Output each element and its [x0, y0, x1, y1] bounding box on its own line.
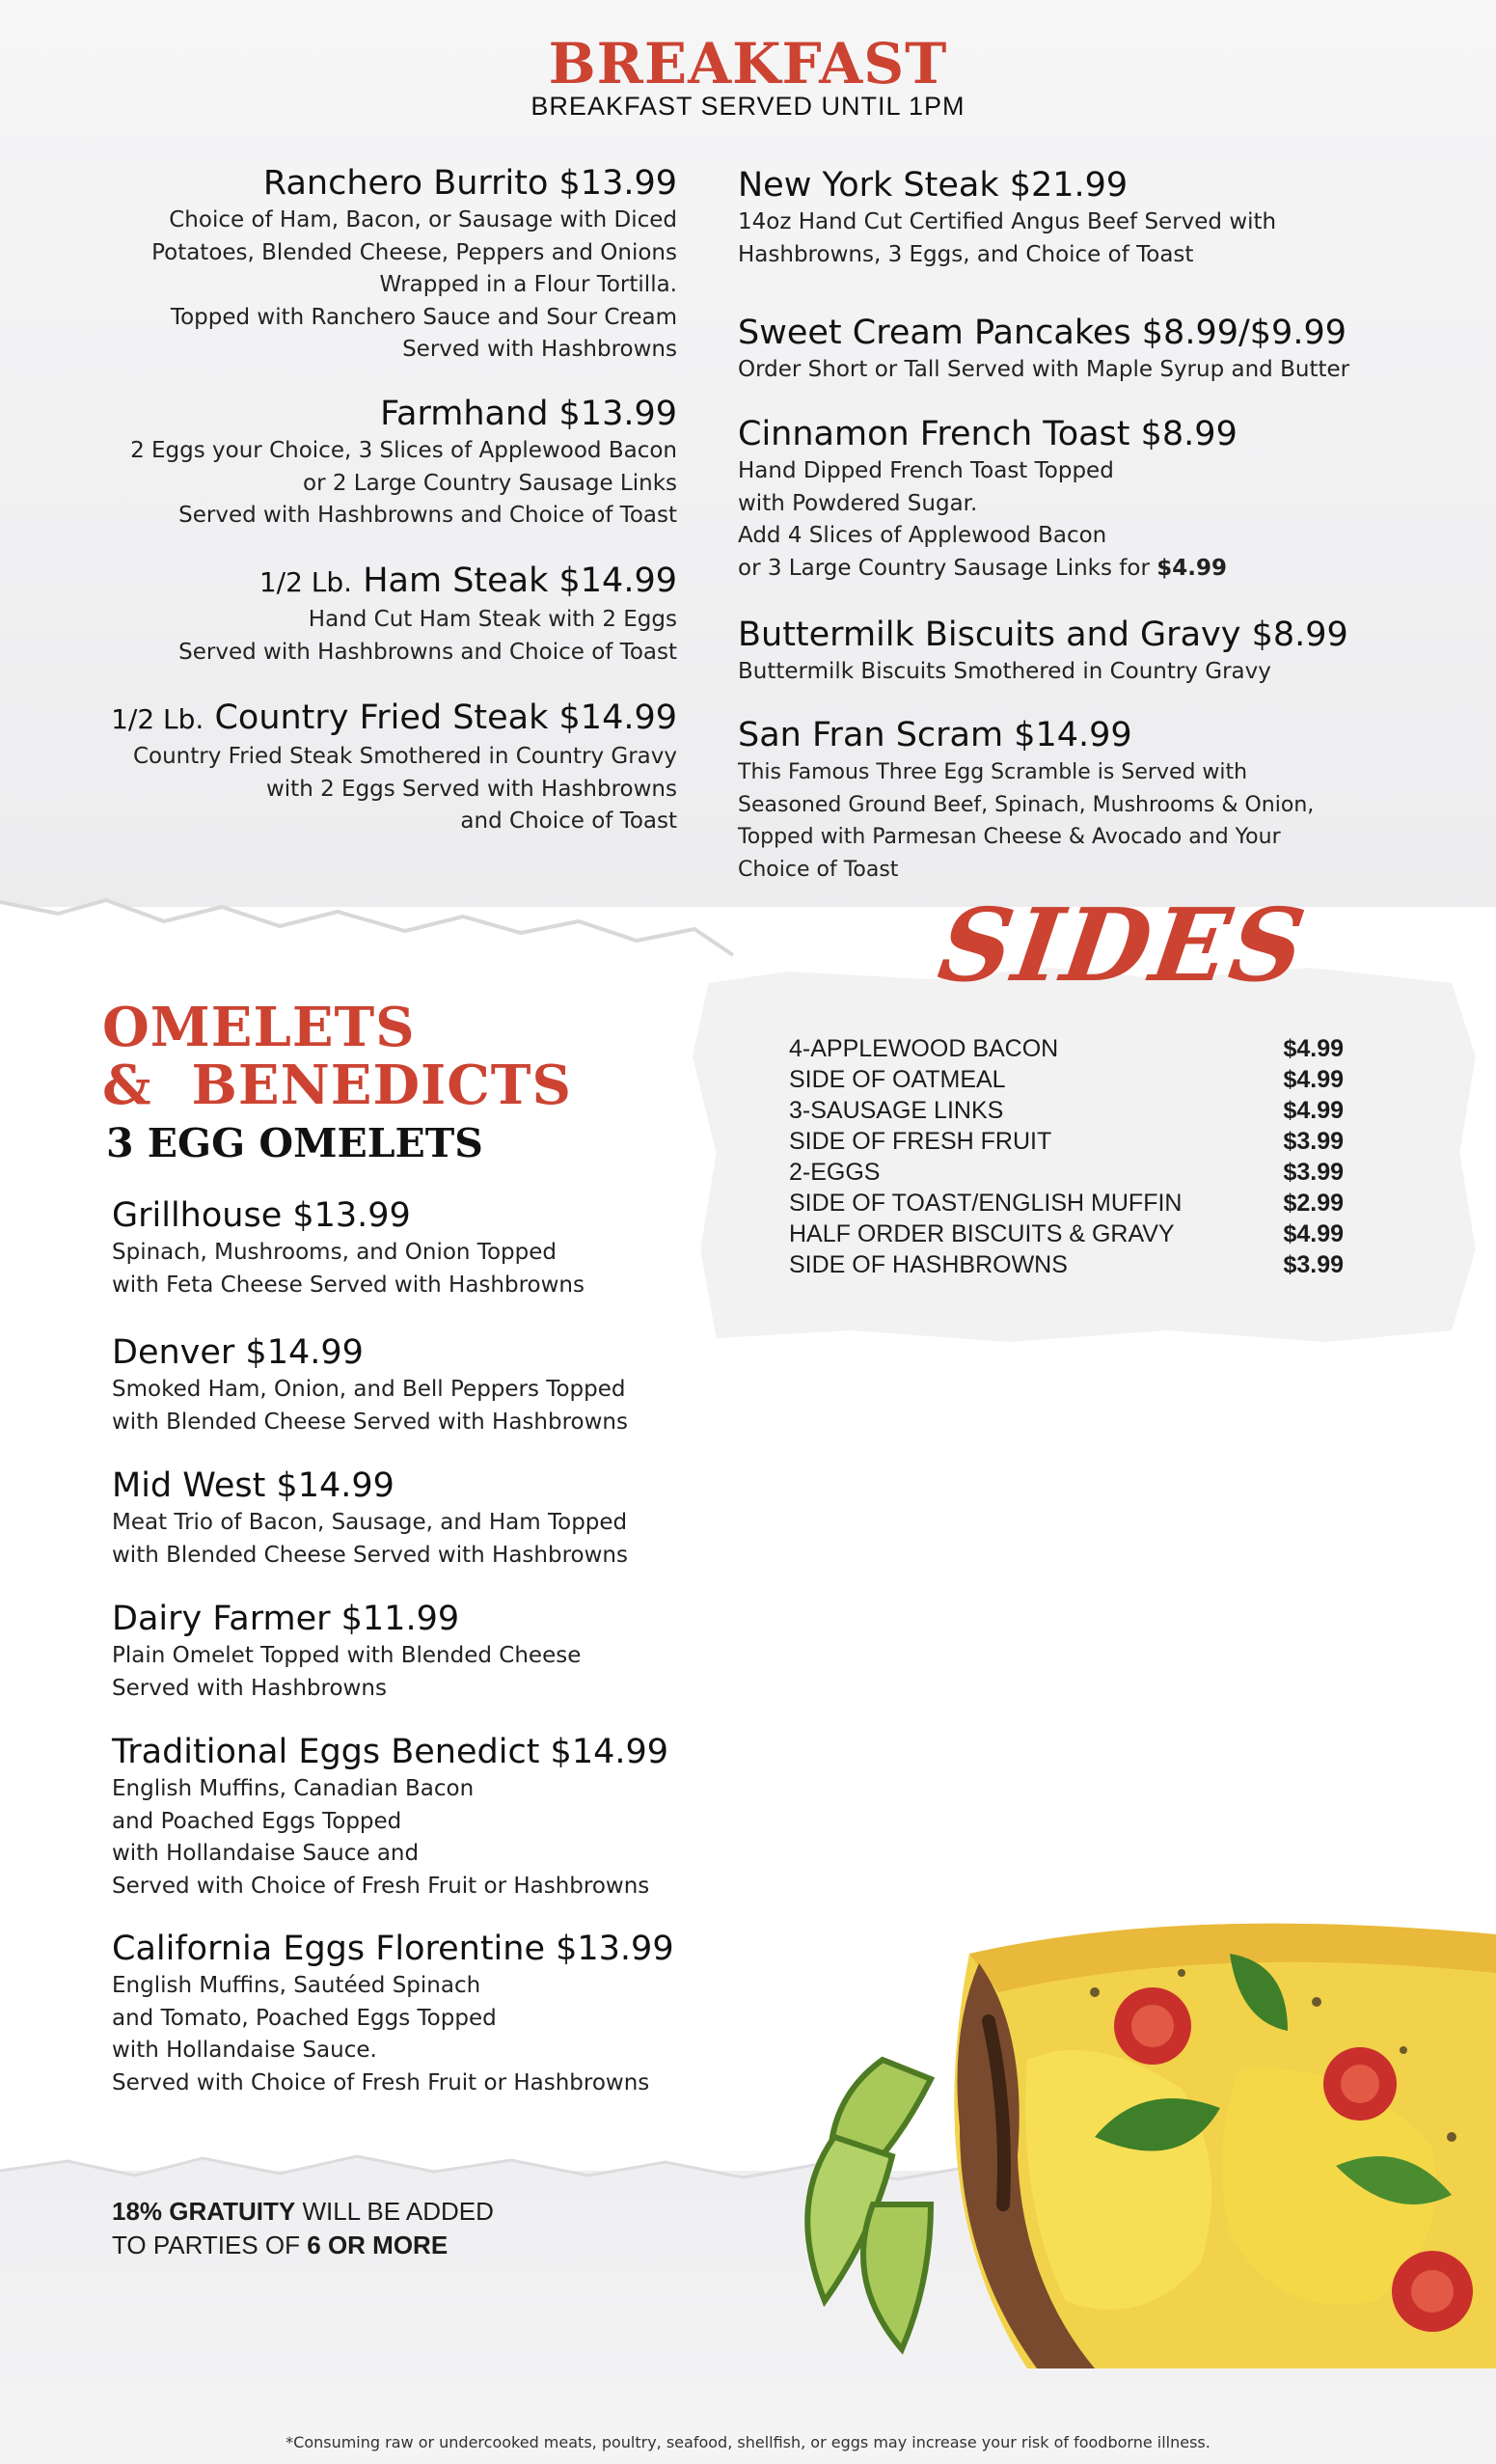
- item-desc-line: Topped with Ranchero Sauce and Sour Cream: [170, 304, 677, 330]
- item-title: Mid West $14.99: [112, 1466, 394, 1505]
- menu-item-grillhouse: [112, 1194, 585, 1301]
- side-name: HALF ORDER BISCUITS & GRAVY: [789, 1220, 1175, 1247]
- omelets-title-line2: & BENEDICTS: [102, 1054, 572, 1117]
- item-desc-line: Choice of Ham, Bacon, or Sausage with Diced: [169, 207, 677, 233]
- item-title: New York Steak $21.99: [738, 166, 1129, 205]
- menu-item-california-eggs-florentine: [112, 1928, 674, 2099]
- omelets-title-line1: OMELETS: [102, 996, 416, 1059]
- item-desc-line: Served with Choice of Fresh Fruit or Hashbrowns: [112, 1873, 650, 1899]
- side-name: 3-SAUSAGE LINKS: [789, 1097, 1004, 1124]
- gratuity-bold: 18% GRATUITY: [112, 2197, 296, 2226]
- item-size-prefix: 1/2 Lb.: [111, 703, 204, 735]
- item-desc-line: with Hollandaise Sauce and: [112, 1841, 420, 1866]
- item-desc-line: with Feta Cheese Served with Hashbrowns: [112, 1272, 585, 1298]
- breakfast-subtitle: BREAKFAST SERVED UNTIL 1PM: [530, 92, 966, 121]
- sides-list: [789, 1035, 1344, 1282]
- item-title: Traditional Eggs Benedict $14.99: [112, 1733, 669, 1771]
- item-title: Grillhouse $13.99: [112, 1196, 411, 1235]
- side-name: SIDE OF TOAST/ENGLISH MUFFIN: [789, 1190, 1183, 1217]
- sides-row: [789, 1128, 1344, 1159]
- item-desc-line: with Hollandaise Sauce.: [112, 2038, 377, 2063]
- item-desc-line: Topped with Parmesan Cheese & Avocado and Your: [738, 825, 1281, 849]
- item-desc-line: English Muffins, Sautéed Spinach: [112, 1973, 481, 1998]
- omelet-food-photo: [776, 1915, 1496, 2368]
- gratuity-text: TO PARTIES OF: [112, 2231, 308, 2259]
- item-desc-line: Seasoned Ground Beef, Spinach, Mushrooms & Onion,: [738, 792, 1315, 817]
- item-desc-line: and Tomato, Poached Eggs Topped: [112, 2005, 497, 2031]
- addon-text: or 3 Large Country Sausage Links for: [738, 555, 1150, 581]
- menu-item-traditional-eggs-benedict: [112, 1731, 668, 1903]
- sides-row: [789, 1097, 1344, 1128]
- item-title-row: [111, 697, 677, 741]
- omelets-subtitle: 3 EGG OMELETS: [106, 1120, 483, 1166]
- menu-item-farmhand: [130, 393, 677, 533]
- side-price: $4.99: [1283, 1066, 1344, 1093]
- item-desc-line: Hand Cut Ham Steak with 2 Eggs: [308, 607, 677, 632]
- item-desc-line: Served with Hashbrowns: [112, 1675, 387, 1701]
- menu-item-buttermilk-biscuits: [738, 614, 1348, 689]
- side-price: $2.99: [1283, 1190, 1344, 1217]
- item-desc-line: and Poached Eggs Topped: [112, 1808, 402, 1834]
- item-desc-line: or 2 Large Country Sausage Links: [303, 470, 677, 496]
- item-title-row: [178, 560, 677, 604]
- sides-row: [789, 1066, 1344, 1097]
- item-desc-line: Add 4 Slices of Applewood Bacon: [738, 523, 1107, 548]
- side-price: $3.99: [1283, 1128, 1344, 1155]
- item-desc-line: Served with Hashbrowns: [402, 337, 677, 362]
- menu-item-country-fried-steak: [111, 697, 677, 838]
- menu-item-denver: [112, 1331, 628, 1438]
- side-price: $4.99: [1283, 1097, 1344, 1124]
- item-title: Dairy Farmer $11.99: [112, 1600, 460, 1638]
- side-name: 2-EGGS: [789, 1159, 881, 1186]
- item-title: Sweet Cream Pancakes $8.99/$9.99: [738, 314, 1346, 352]
- gratuity-line1: [112, 2195, 494, 2229]
- menu-item-ham-steak: [178, 560, 677, 669]
- item-title: Farmhand $13.99: [380, 395, 677, 433]
- side-name: SIDE OF FRESH FRUIT: [789, 1128, 1052, 1155]
- sides-row: [789, 1159, 1344, 1190]
- gratuity-bold: 6 OR MORE: [307, 2231, 449, 2259]
- side-name: SIDE OF HASHBROWNS: [789, 1251, 1068, 1278]
- item-desc-line: Spinach, Mushrooms, and Onion Topped: [112, 1240, 557, 1265]
- item-desc-line: Served with Hashbrowns and Choice of Toast: [178, 639, 677, 665]
- item-size-prefix: 1/2 Lb.: [258, 566, 353, 598]
- side-name: 4-APPLEWOOD BACON: [789, 1035, 1059, 1062]
- menu-item-new-york-steak: [738, 164, 1276, 271]
- item-desc-line: Meat Trio of Bacon, Sausage, and Ham Topped: [112, 1510, 628, 1535]
- side-price: $3.99: [1283, 1159, 1344, 1186]
- item-desc-line: English Muffins, Canadian Bacon: [112, 1776, 475, 1801]
- item-title: San Fran Scram $14.99: [738, 716, 1132, 754]
- health-disclaimer: *Consuming raw or undercooked meats, poultry, seafood, shellfish, or eggs may increase your risk of foodborne illness.: [286, 2433, 1210, 2451]
- item-desc-line: Wrapped in a Flour Tortilla.: [379, 272, 677, 297]
- menu-item-ranchero-burrito: [151, 162, 677, 367]
- gratuity-text: WILL BE ADDED: [295, 2197, 494, 2226]
- menu-item-sweet-cream-pancakes: [738, 312, 1349, 387]
- side-name: SIDE OF OATMEAL: [789, 1066, 1006, 1093]
- sides-title: SIDES: [932, 886, 1314, 1004]
- item-desc-line-addon: [738, 553, 1238, 586]
- menu-item-mid-west: [112, 1465, 628, 1572]
- item-title: Cinnamon French Toast $8.99: [738, 415, 1238, 453]
- item-title: Buttermilk Biscuits and Gravy $8.99: [738, 616, 1348, 654]
- item-desc-line: with Blended Cheese Served with Hashbrowns: [112, 1409, 628, 1435]
- item-title: Denver $14.99: [112, 1333, 364, 1372]
- menu-item-dairy-farmer: [112, 1598, 581, 1705]
- item-desc-line: Country Fried Steak Smothered in Country Gravy: [132, 744, 677, 769]
- item-title: Ranchero Burrito $13.99: [262, 164, 677, 203]
- item-desc-line: Smoked Ham, Onion, and Bell Peppers Topped: [112, 1377, 626, 1402]
- item-desc-line: with Powdered Sugar.: [738, 490, 978, 516]
- item-desc-line: Plain Omelet Topped with Blended Cheese: [112, 1643, 582, 1668]
- breakfast-subtitle-wrap: [0, 92, 1496, 122]
- side-price: $4.99: [1283, 1220, 1344, 1247]
- item-desc-line: Hashbrowns, 3 Eggs, and Choice of Toast: [738, 241, 1194, 267]
- item-title: California Eggs Florentine $13.99: [112, 1930, 674, 1968]
- item-desc-line: and Choice of Toast: [460, 808, 677, 834]
- item-title: Ham Steak $14.99: [363, 561, 677, 600]
- sides-row: [789, 1190, 1344, 1220]
- item-desc-line: Hand Dipped French Toast Topped: [738, 458, 1114, 483]
- side-price: $4.99: [1283, 1035, 1344, 1062]
- item-desc-line: 2 Eggs your Choice, 3 Slices of Applewood Bacon: [130, 438, 677, 463]
- item-desc-line: with 2 Eggs Served with Hashbrowns: [265, 776, 677, 802]
- item-desc-line: 14oz Hand Cut Certified Angus Beef Served with: [738, 209, 1277, 234]
- breakfast-title: BREAKFAST: [548, 31, 948, 96]
- item-desc-line: This Famous Three Egg Scramble is Served with: [738, 760, 1248, 784]
- item-desc-line: Served with Choice of Fresh Fruit or Hashbrowns: [112, 2069, 650, 2095]
- menu-item-san-fran-scram: [738, 714, 1314, 886]
- gratuity-note: [112, 2195, 494, 2262]
- item-desc-line: Potatoes, Blended Cheese, Peppers and Onions: [151, 239, 677, 265]
- item-desc-line: Choice of Toast: [738, 857, 899, 882]
- sides-row: [789, 1035, 1344, 1066]
- item-desc-line: with Blended Cheese Served with Hashbrowns: [112, 1542, 628, 1568]
- breakfast-title-wrap: [0, 33, 1496, 95]
- item-title: Country Fried Steak $14.99: [214, 698, 677, 737]
- addon-price: $4.99: [1156, 555, 1227, 581]
- sides-row: [789, 1251, 1344, 1282]
- side-price: $3.99: [1283, 1251, 1344, 1278]
- menu-item-cinnamon-french-toast: [738, 413, 1238, 585]
- item-desc-line: Served with Hashbrowns and Choice of Toast: [178, 503, 677, 528]
- item-desc-line: Order Short or Tall Served with Maple Syrup and Butter: [738, 357, 1350, 382]
- sides-row: [789, 1220, 1344, 1251]
- item-desc-line: Buttermilk Biscuits Smothered in Country Gravy: [738, 659, 1271, 684]
- gratuity-line2: [112, 2229, 494, 2262]
